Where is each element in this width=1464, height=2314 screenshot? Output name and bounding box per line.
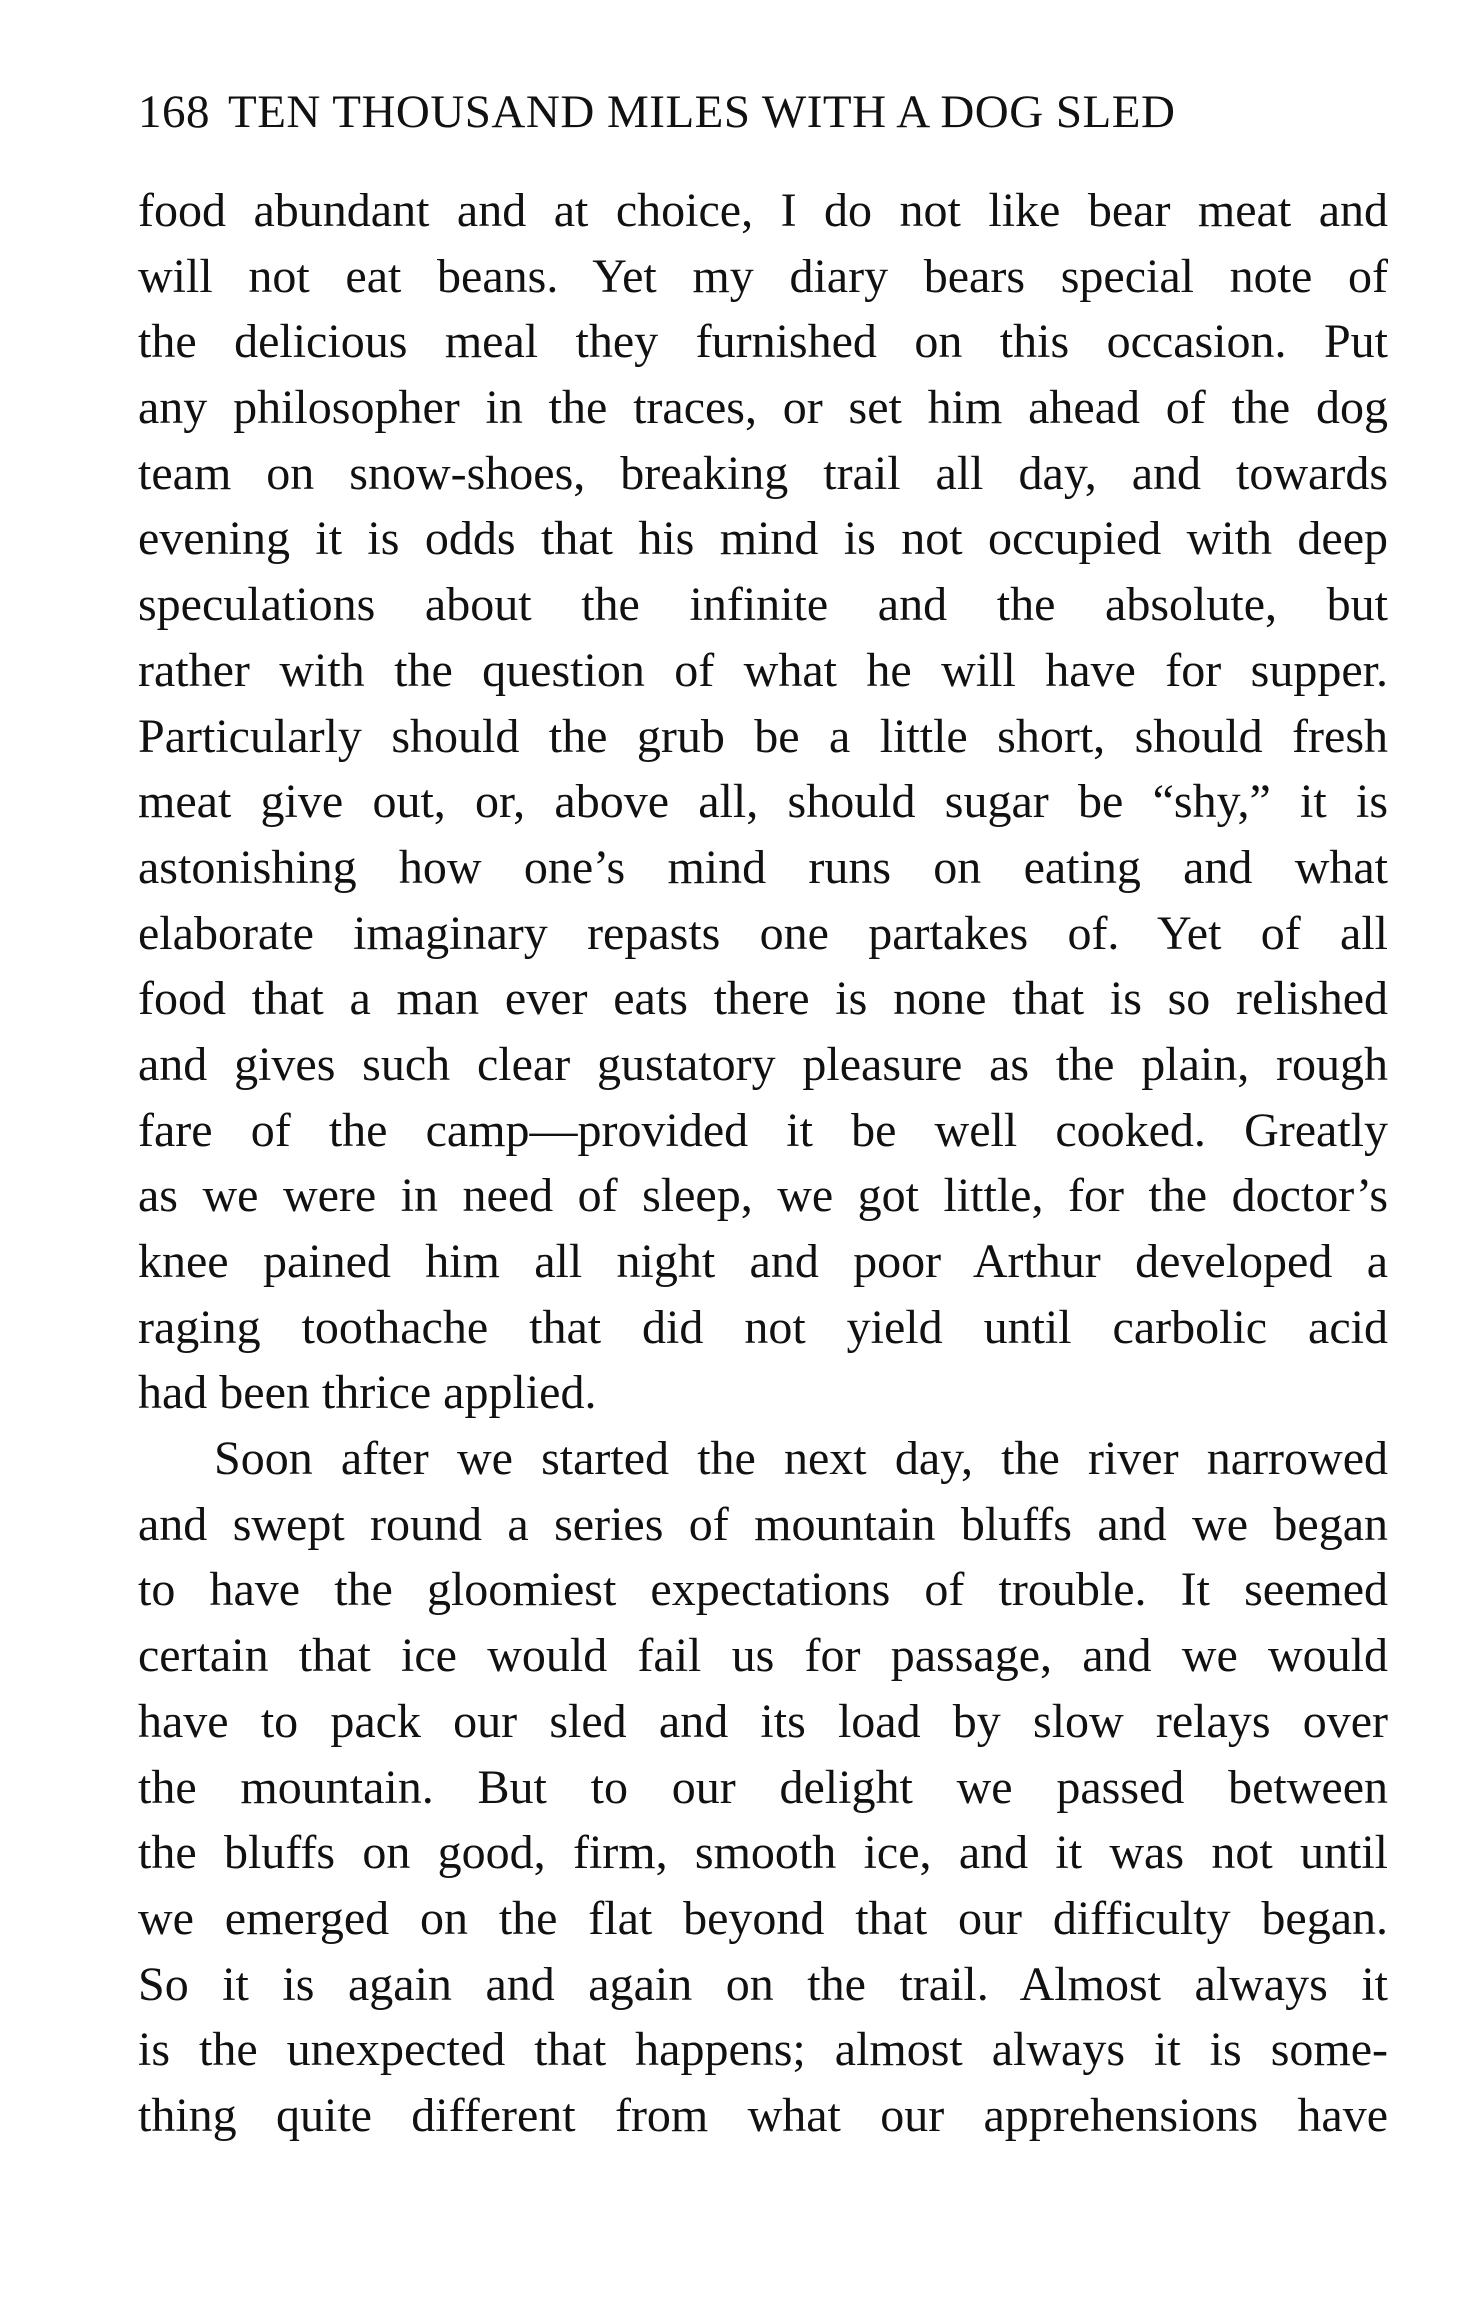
text-line: as we were in need of sleep, we got little, for the doctor’s [138, 1169, 1388, 1223]
text-line: and gives such clear gustatory pleasure as the plain, rough [138, 1037, 1388, 1091]
running-head [138, 84, 1388, 140]
text-line: speculations about the infinite and the absolute, but [138, 578, 1388, 632]
text-line: raging toothache that did not yield until carbolic acid [138, 1300, 1388, 1354]
text-line: So it is again and again on the trail. Almost always it [138, 1957, 1388, 2011]
text-line: knee pained him all night and poor Arthur developed a [138, 1235, 1388, 1288]
text-line: Soon after we started the next day, the river narrowed [214, 1432, 1388, 1486]
text-line: the delicious meal they furnished on this occasion. Put [138, 315, 1388, 369]
text-line: the mountain. But to our delight we passed between [138, 1760, 1388, 1814]
text-line: the bluffs on good, firm, smooth ice, and it was not until [138, 1826, 1388, 1880]
paragraph-2 [138, 1426, 1388, 2149]
text-line: thing quite different from what our apprehensions have [138, 2088, 1388, 2142]
text-line: Particularly should the grub be a little short, should fresh [138, 709, 1388, 763]
paragraph-1 [138, 178, 1388, 1426]
text-line: team on snow-shoes, breaking trail all day, and towards [138, 446, 1388, 500]
text-line: fare of the camp—provided it be well cooked. Greatly [138, 1103, 1388, 1157]
text-line: will not eat beans. Yet my diary bears special note of [138, 249, 1388, 303]
text-line: certain that ice would fail us for passage, and we would [138, 1629, 1388, 1683]
text-line: rather with the question of what he will have for supper. [138, 643, 1388, 697]
text-line: astonishing how one’s mind runs on eating and what [138, 840, 1388, 894]
text-line: food that a man ever eats there is none that is so relished [138, 972, 1388, 1026]
text-line: and swept round a series of mountain bluffs and we began [138, 1497, 1388, 1551]
text-line: evening it is odds that his mind is not occupied with deep [138, 512, 1388, 566]
page-number: 168 [138, 86, 210, 138]
body-text [138, 178, 1388, 2149]
text-line: have to pack our sled and its load by slow relays over [138, 1694, 1388, 1748]
text-line: to have the gloomiest expectations of trouble. It seemed [138, 1563, 1388, 1617]
text-line: meat give out, or, above all, should sugar be “shy,” it is [138, 775, 1388, 829]
text-line: elaborate imaginary repasts one partakes of. Yet of all [138, 906, 1388, 960]
text-line: any philosopher in the traces, or set him ahead of the dog [138, 381, 1388, 435]
running-title: TEN THOUSAND MILES WITH A DOG SLED [228, 86, 1176, 138]
text-line: is the unexpected that happens; almost always it is some- [138, 2023, 1388, 2077]
text-line: food abundant and at choice, I do not like bear meat and [138, 184, 1388, 237]
text-line: had been thrice applied. [138, 1366, 597, 1420]
text-line: we emerged on the flat beyond that our difficulty began. [138, 1891, 1388, 1945]
